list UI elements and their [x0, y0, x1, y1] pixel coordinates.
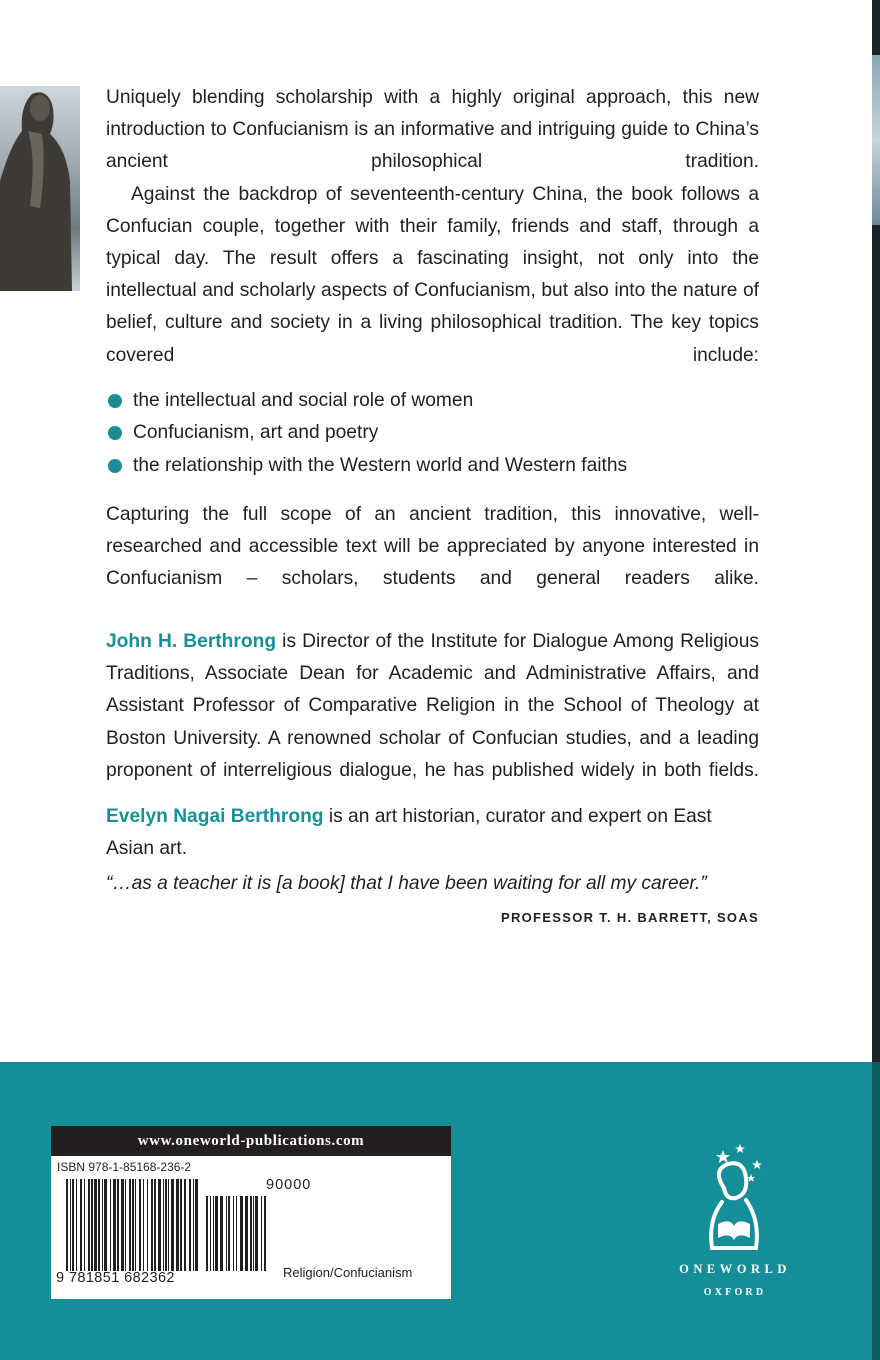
- spine-edge: [872, 0, 880, 1062]
- bullet-icon: [108, 426, 122, 440]
- barcode-panel: [51, 1126, 451, 1299]
- publisher-url: www.oneworld-publications.com: [51, 1126, 451, 1156]
- list-item: [106, 417, 759, 449]
- author-bio: is Director of the Institute for Dialogue Among Religious Traditions, Associate Dean for Academic and Administrative Affairs, and Assistant Professor of Comparative Religion in the School of Theology at Boston University. A renowned scholar of Confucian studies, and a leading proponent of interreligious dialogue, he has published widely in both fields.: [106, 631, 759, 781]
- review-block: [106, 868, 759, 934]
- barcode-digits: 9 781851 682362: [56, 1270, 175, 1286]
- topic-label: the relationship with the Western world and Western faiths: [133, 454, 628, 476]
- intro-paragraph-2: Against the backdrop of seventeenth-century China, the book follows a Confucian couple, together with their family, friends and staff, through a typical day. The result offers a fascinating insight, not only into the intellectual and scholarly aspects of Confucianism, but also into the nature of belief, culture and society in a living philosophical tradition. The key topics covered include:: [106, 183, 759, 366]
- subject-category: Religion/Confucianism: [283, 1265, 413, 1280]
- review-quote: “…as a teacher it is [a book] that I have been waiting for all my career.”: [106, 873, 707, 894]
- author-bio-2: [106, 801, 759, 865]
- publisher-name: ONEWORLD: [679, 1262, 791, 1276]
- confucius-statue-image: [0, 86, 80, 291]
- list-item: [106, 385, 759, 417]
- intro-paragraph-1: Uniquely blending scholarship with a highly original approach, this new introduction to Confucianism is an informative and intriguing guide to China’s ancient philosophical tradition.: [106, 87, 759, 173]
- intro-text: [106, 82, 759, 372]
- author-bio-1: [106, 626, 759, 787]
- spine-band: [872, 1062, 880, 1360]
- topics-list: [106, 385, 759, 482]
- price-code: 90000: [266, 1177, 312, 1193]
- summary-paragraph: Capturing the full scope of an ancient tradition, this innovative, well-researched and accessible text will be appreciated by anyone interested in Confucianism – scholars, students and general readers alike.: [106, 504, 759, 590]
- price-barcode: [206, 1196, 271, 1271]
- author-name: John H. Berthrong: [106, 631, 277, 652]
- topic-label: the intellectual and social role of women: [133, 390, 474, 411]
- bullet-icon: [108, 394, 122, 408]
- author-name: Evelyn Nagai Berthrong: [106, 806, 324, 827]
- list-item: [106, 450, 759, 482]
- summary-text: [106, 499, 759, 596]
- reader-with-stars-icon: [700, 1140, 780, 1260]
- topic-label: Confucianism, art and poetry: [133, 422, 379, 444]
- author-bio: is an art historian, curator and expert on East Asian art.: [106, 806, 712, 860]
- isbn-number: ISBN 978-1-85168-236-2: [57, 1160, 192, 1174]
- bullet-icon: [108, 459, 122, 473]
- publisher-city: OXFORD: [703, 1287, 767, 1298]
- review-attribution: PROFESSOR T. H. BARRETT, SOAS: [500, 910, 759, 926]
